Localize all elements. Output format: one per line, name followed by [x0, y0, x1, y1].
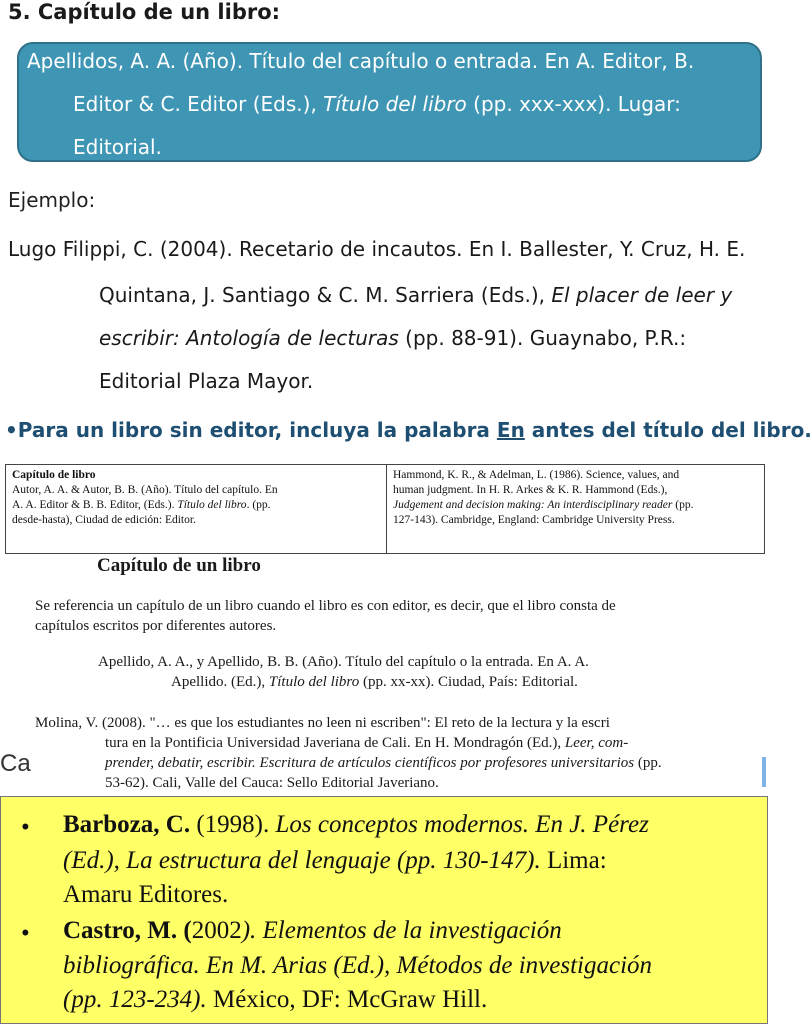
template-text: (pp. xxx-xxx). Lugar: — [466, 92, 681, 116]
reference-text: (1998). — [190, 811, 276, 838]
section-description-line-2: capítulos escritos por diferentes autores. — [35, 618, 277, 634]
example-line-1: Lugo Filippi, C. (2004). Recetario de incautos. En I. Ballester, Y. Cruz, H. E. — [8, 237, 746, 261]
molina-line-1: Molina, V. (2008). "… es que los estudiantes no leen ni escriben": El reto de la lectura y la escri — [35, 715, 610, 731]
reference-table-text — [12, 498, 380, 513]
accent-bar — [762, 757, 766, 787]
template-line-2 — [73, 92, 681, 116]
reference-1-line-1 — [63, 811, 649, 839]
reference-italic: (Ed.), La estructura del lenguaje (pp. 130-147). — [63, 847, 541, 874]
format-line-2 — [171, 673, 578, 692]
reference-table-text: Hammond, K. R., & Adelman, L. (1986). Science, values, and — [393, 469, 680, 481]
citation-template-box — [17, 42, 762, 162]
template-line-3: Editorial. — [73, 135, 162, 159]
note-text: antes del título del libro. — [524, 418, 812, 442]
bullet-icon: • — [21, 814, 30, 841]
reference-table-text — [393, 498, 758, 513]
reference-text: 2002 — [191, 917, 242, 944]
reference-table-italic: Título del libro — [177, 499, 247, 511]
format-line-1: Apellido, A. A., y Apellido, B. B. (Año). Título del capítulo o la entrada. En A. A. — [98, 654, 589, 670]
example-book-title: El placer de leer y — [551, 283, 733, 307]
example-text: (pp. 88-91). Guaynabo, P.R.: — [398, 326, 687, 350]
format-book-title: Título del libro — [268, 674, 360, 690]
molina-text: tura en la Pontificia Universidad Javeriana de Cali. En H. Mondragón (Ed.), — [105, 735, 565, 751]
reference-table-left-cell — [6, 465, 387, 554]
reference-table-text: (pp. — [672, 499, 694, 511]
format-text: (pp. xx-xx). Ciudad, País: Editorial. — [359, 674, 578, 690]
reference-1-line-2 — [63, 847, 607, 875]
reference-1-line-3: Amaru Editores. — [63, 881, 229, 908]
reference-2-line-1 — [63, 917, 562, 945]
reference-table-text: A. A. Editor & B. B. Editor, (Eds.). — [12, 499, 178, 511]
reference-italic: ). Elementos de la investigación — [241, 917, 562, 944]
note-text: •Para un libro sin editor, incluya la palabra — [5, 418, 497, 442]
reference-text: Lima: — [540, 847, 607, 874]
example-label: Ejemplo: — [8, 188, 96, 212]
reference-text: México, DF: McGraw Hill. — [206, 986, 488, 1013]
reference-table-title: Capítulo de libro — [12, 469, 96, 481]
template-line-1: Apellidos, A. A. (Año). Título del capítulo o entrada. En A. Editor, B. — [27, 49, 695, 73]
molina-italic: Leer, com- — [564, 735, 629, 751]
note-keyword: En — [496, 418, 525, 442]
section-title: Capítulo de un libro — [97, 555, 261, 576]
molina-line-3 — [105, 754, 662, 773]
reference-table-text: human judgment. In H. R. Arkes & K. R. Hammond (Eds.), — [393, 484, 668, 496]
format-text: Apellido. (Ed.), — [171, 674, 269, 690]
page-heading: 5. Capítulo de un libro: — [8, 0, 281, 24]
example-line-4: Editorial Plaza Mayor. — [99, 369, 314, 393]
examples-box — [0, 796, 768, 1024]
reference-table-text: . (pp. — [246, 499, 271, 511]
template-text: Editor & C. Editor (Eds.), — [73, 92, 324, 116]
example-book-title: escribir: Antología de lecturas — [99, 326, 399, 350]
molina-line-4: 53-62). Cali, Valle del Cauca: Sello Editorial Javeriano. — [105, 775, 439, 791]
section-description-line-1: Se referencia un capítulo de un libro cuando el libro es con editor, es decir, que el libro consta de — [35, 598, 616, 614]
bullet-icon: • — [21, 920, 30, 947]
reference-table — [5, 464, 765, 554]
reference-2-line-3 — [63, 986, 487, 1014]
reference-table-text: 127-143). Cambridge, England: Cambridge University Press. — [393, 514, 675, 526]
reference-table-text: desde-hasta), Ciudad de edición: Editor. — [12, 514, 196, 526]
molina-text: (pp. — [634, 755, 662, 771]
reference-italic: (pp. 123-234). — [63, 986, 207, 1013]
reference-2-line-2 — [63, 952, 652, 980]
reference-italic: bibliográfica. En M. Arias (Ed.), Métodos de investigación — [63, 952, 653, 979]
reference-author: Barboza, C. — [63, 811, 191, 838]
no-editor-note — [5, 418, 812, 442]
template-book-title: Título del libro — [323, 92, 467, 116]
molina-italic: prender, debatir, escribir. Escritura de artículos científicos por profesores universitarios — [105, 755, 635, 771]
example-line-2 — [99, 283, 732, 307]
reference-table-text: Autor, A. A. & Autor, B. B. (Año). Título del capítulo. En — [12, 484, 278, 496]
example-line-3 — [99, 326, 686, 350]
example-text: Quintana, J. Santiago & C. M. Sarriera (Eds.), — [99, 283, 552, 307]
reference-table-italic: Judgement and decision making: An interdisciplinary reader — [393, 499, 673, 511]
reference-author: Castro, M. ( — [63, 917, 192, 944]
reference-italic: Los conceptos modernos. En J. Pérez — [275, 811, 649, 838]
molina-line-2 — [105, 734, 628, 753]
cut-off-heading-fragment: Ca — [0, 750, 31, 777]
reference-table-right-cell — [387, 465, 765, 554]
